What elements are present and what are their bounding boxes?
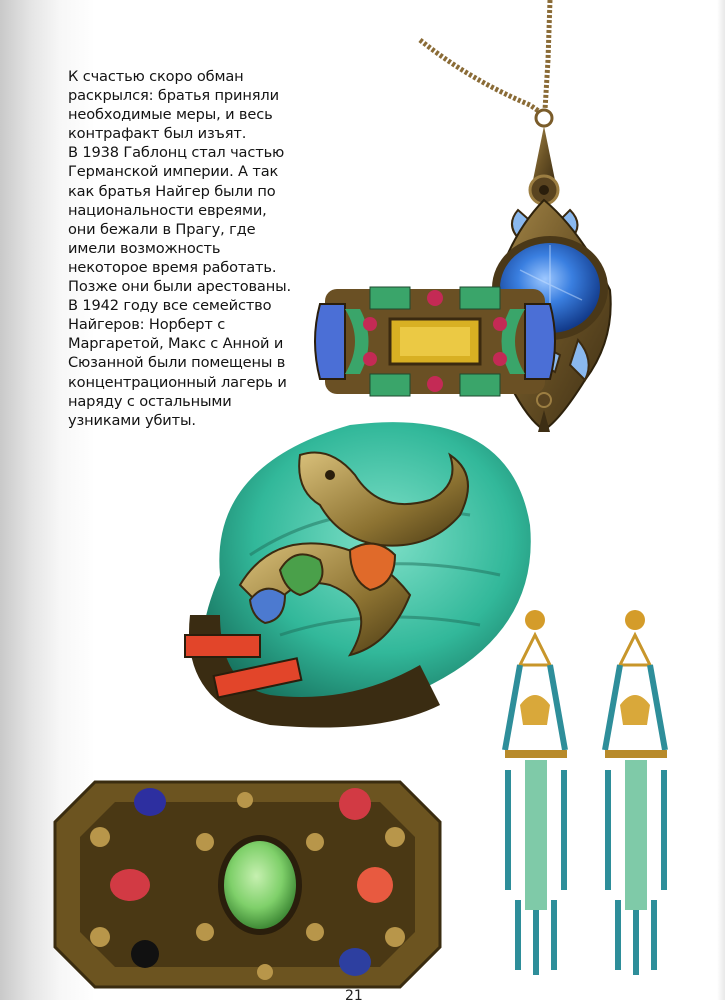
- text-line: узниками убиты.: [68, 411, 196, 429]
- text-line: Германской империи. А так: [68, 163, 279, 181]
- text-line: наряду с остальными: [68, 392, 232, 410]
- text-line: Сюзанной были помещены в: [68, 354, 286, 372]
- text-line: необходимые меры, и весь: [68, 106, 273, 124]
- earring-left: [505, 610, 567, 975]
- text-line: раскрылся: братья приняли: [68, 87, 279, 105]
- text-line: В 1938 Габлонц стал частью: [68, 144, 285, 162]
- earring-right: [605, 610, 667, 975]
- text-line: К счастью скоро обман: [68, 68, 244, 85]
- text-line: некоторое время работать.: [68, 258, 277, 276]
- text-line: Найгеров: Норберт с: [68, 316, 226, 334]
- dragon-brooch-photo: [180, 405, 540, 735]
- octagonal-brooch-photo: [55, 782, 440, 987]
- article-text: [68, 67, 300, 430]
- text-line: В 1942 году все семейство: [68, 297, 272, 315]
- text-line: национальности евреями,: [68, 201, 267, 219]
- text-line: Маргаретой, Макс с Анной и: [68, 335, 284, 353]
- text-line: Позже они были арестованы.: [68, 278, 291, 296]
- turquoise-earrings-photo: [495, 610, 695, 980]
- text-line: они бежали в Прагу, где: [68, 220, 256, 238]
- page-number: 21: [345, 988, 363, 1000]
- text-line: контрафакт был изъят.: [68, 125, 247, 143]
- rectangular-brooch-photo: [315, 284, 555, 399]
- text-line: как братья Найгер были по: [68, 182, 276, 200]
- text-line: имели возможность: [68, 239, 221, 257]
- text-line: концентрационный лагерь и: [68, 373, 287, 391]
